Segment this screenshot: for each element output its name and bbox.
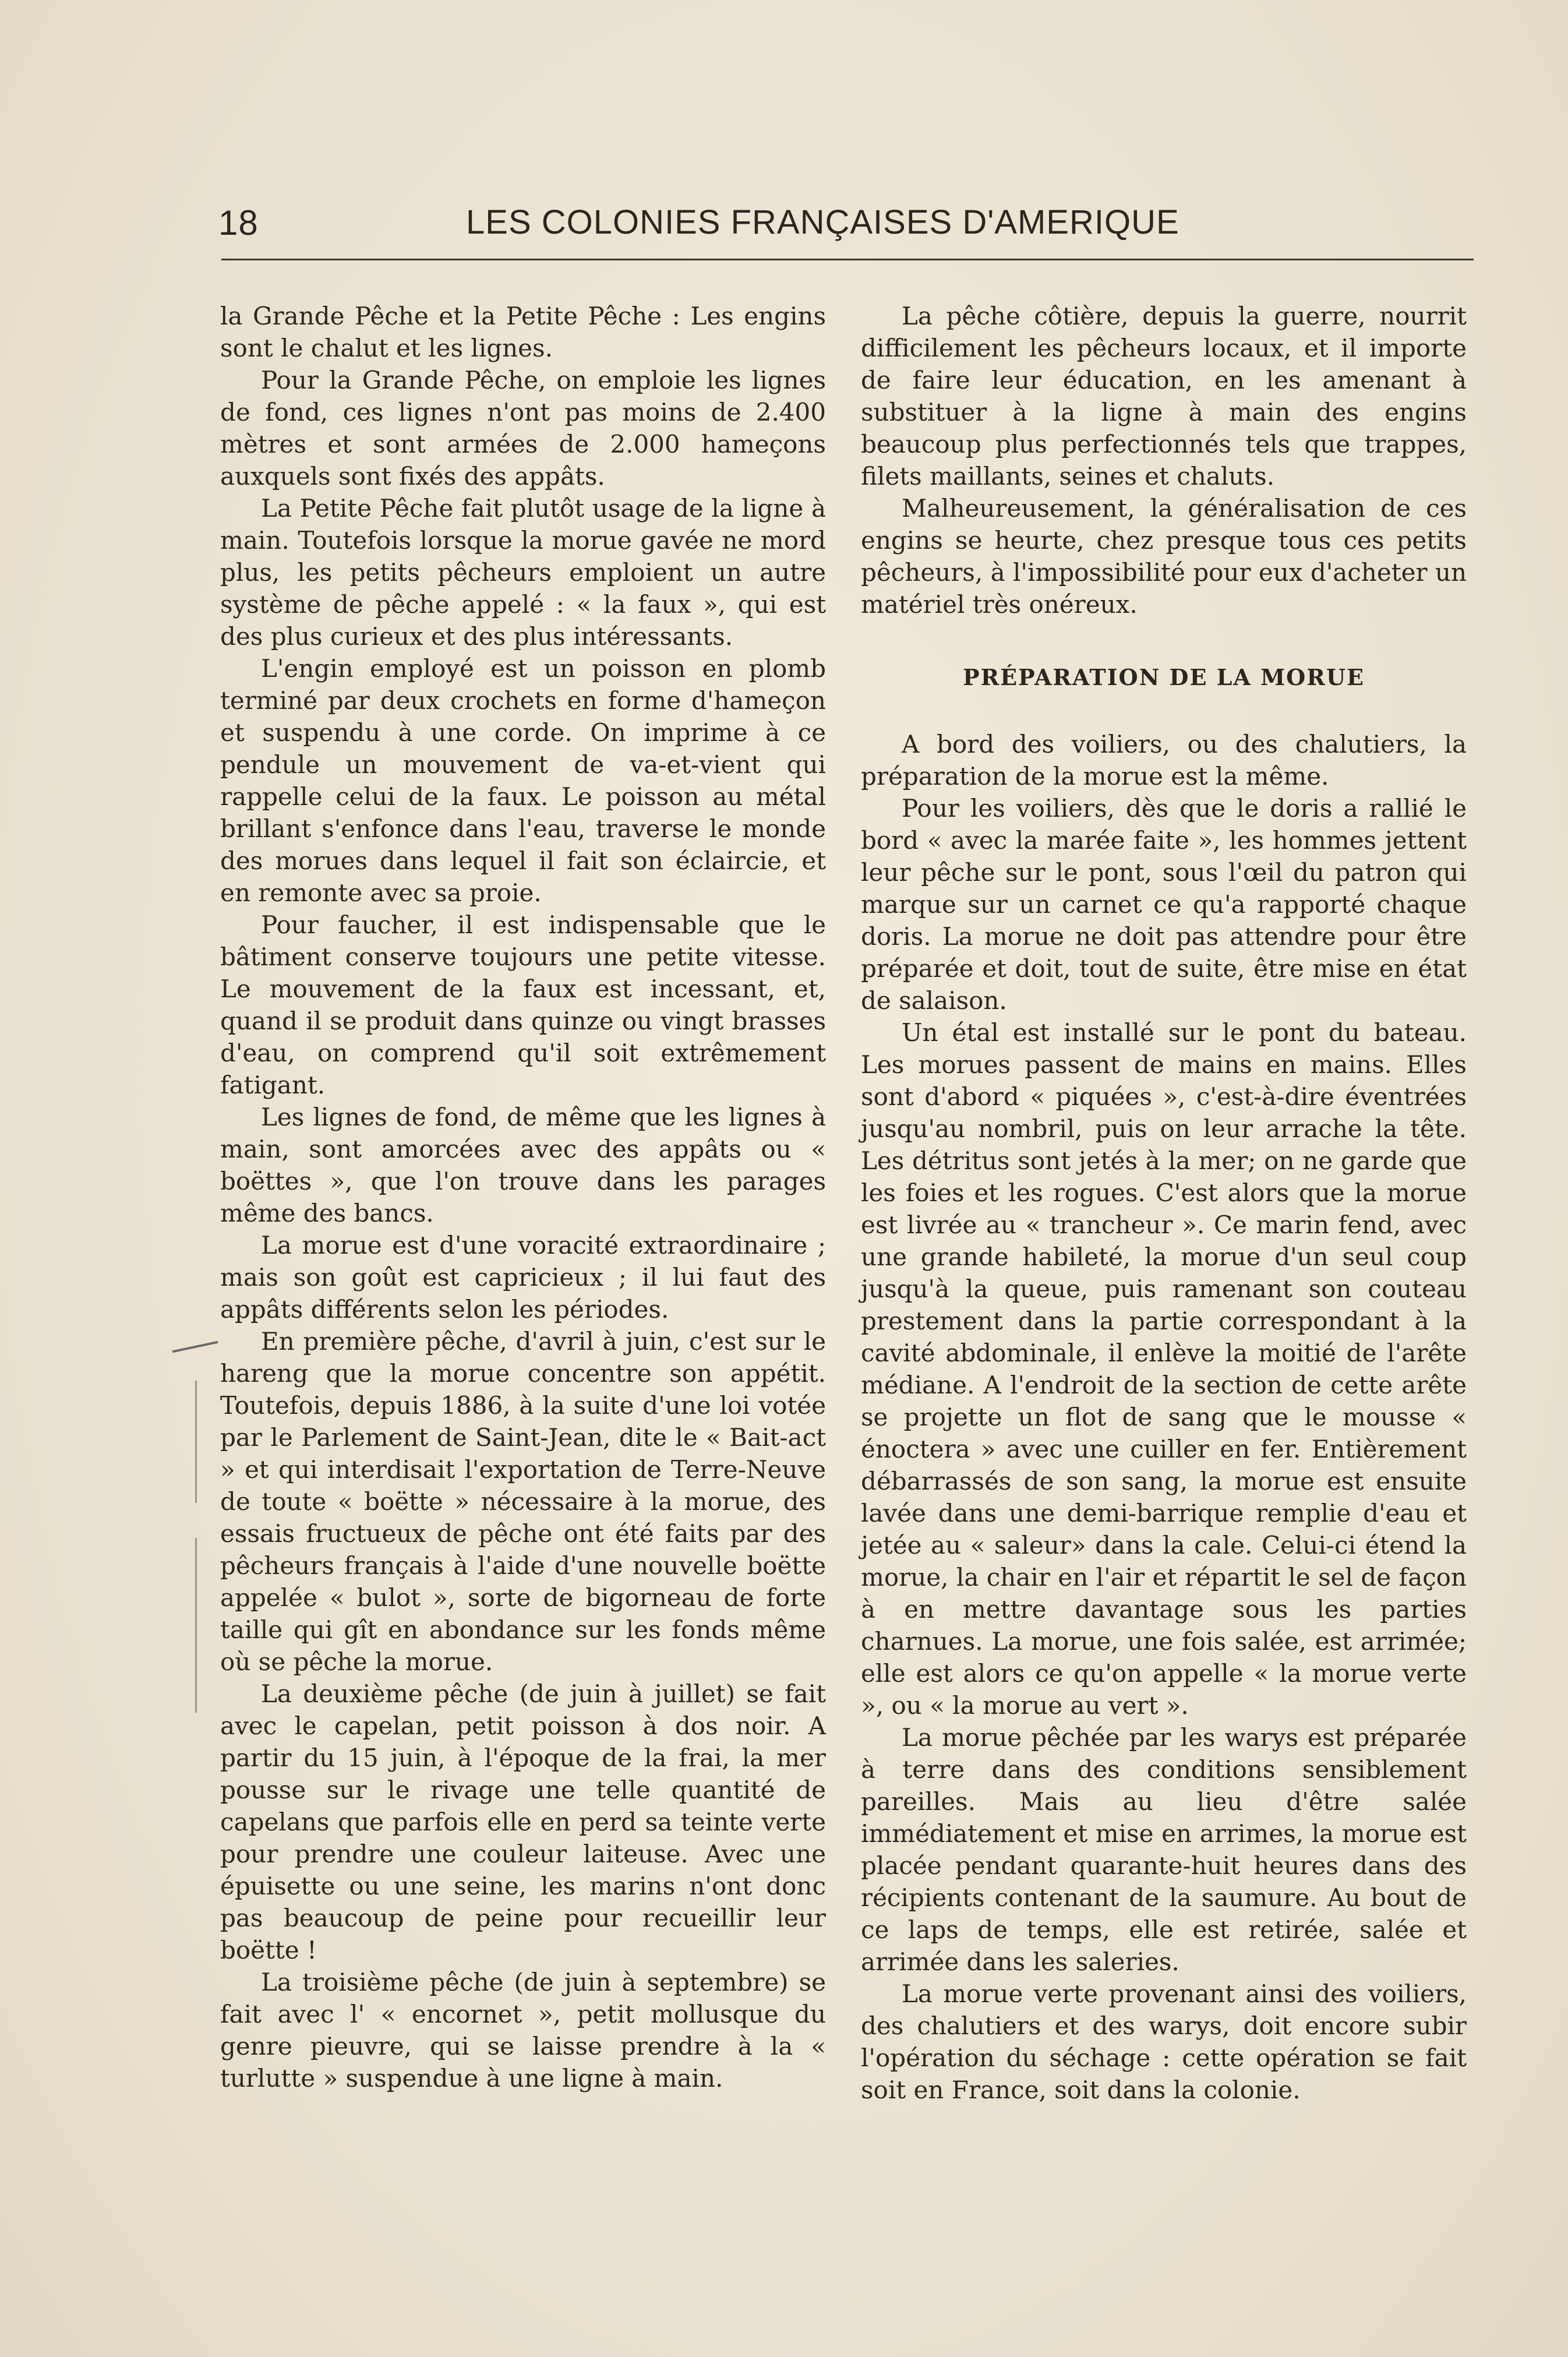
paragraph: La troisième pêche (de juin à septembre) se fait avec l' « encornet », petit mollusque du genre pieuvre, qui se laisse prendre à la « turlutte » suspendue à une ligne à main.: [220, 1968, 826, 2093]
right-column: [861, 300, 1467, 2106]
paragraph: Les lignes de fond, de même que les lignes à main, sont amorcées avec des appâts ou « boëttes », que l'on trouve dans les parages même des bancs.: [220, 1103, 826, 1227]
paragraph: A bord des voiliers, ou des chalutiers, la préparation de la morue est la même.: [861, 730, 1467, 791]
section-heading: PRÉPARATION DE LA MORUE: [963, 664, 1365, 690]
paragraph: Pour faucher, il est indispensable que le bâtiment conserve toujours une petite vitesse. Le mouvement de la faux est incessant, et, quand il se produit dans quinze ou vingt brasses d'eau, on comprend qu'il soit extrêmement fatigant.: [220, 911, 826, 1099]
margin-pencil-line: [195, 1381, 197, 1503]
paragraph: La Petite Pêche fait plutôt usage de la ligne à main. Toutefois lorsque la morue gavée ne mord plus, les petits pêcheurs emploient un autre système de pêche appelé : « la faux », qui est des plus curieux et des plus intéressants.: [220, 494, 826, 651]
left-column: [220, 300, 826, 2094]
paragraph: La morue pêchée par les warys est préparée à terre dans des conditions sensiblement pareilles. Mais au lieu d'être salée immédiatement et mise en arrimes, la morue est placée pendant quarante-huit heures dans des récipients contenant de la saumure. Au bout de ce laps de temps, elle est retirée, salée et arrimée dans les saleries.: [861, 1723, 1467, 1976]
margin-pencil-line: [195, 1538, 197, 1713]
paragraph: La pêche côtière, depuis la guerre, nourrit difficilement les pêcheurs locaux, et il importe de faire leur éducation, en les amenant à substituer à la ligne à main des engins beaucoup plus perfectionnés tels que trappes, filets maillants, seines et chaluts.: [861, 302, 1467, 491]
paragraph: Malheureusement, la généralisation de ces engins se heurte, chez presque tous ces petits pêcheurs, à l'impossibilité pour eux d'acheter un matériel très onéreux.: [861, 494, 1467, 619]
paragraph: En première pêche, d'avril à juin, c'est sur le hareng que la morue concentre son appétit. Toutefois, depuis 1886, à la suite d'une loi votée par le Parlement de Saint-Jean, dite le « Bait-act » et qui interdisait l'exportation de Terre-Neuve de toute « boëtte » nécessaire à la morue, des essais fructueux de pêche ont été faits par des pêcheurs français à l'aide d'une nouvelle boëtte appelée « bulot », sorte de bigorneau de forte taille qui gît en abondance sur les fonds même où se pêche la morue.: [220, 1327, 826, 1676]
page-header: [218, 198, 1471, 256]
paragraph: Pour la Grande Pêche, on emploie les lignes de fond, ces lignes n'ont pas moins de 2.400 mètres et sont armées de 2.000 hameçons auxquels sont fixés des appâts.: [220, 366, 826, 491]
paragraph: L'engin employé est un poisson en plomb terminé par deux crochets en forme d'hameçon et suspendu à une corde. On imprime à ce pendule un mouvement de va-et-vient qui rappelle celui de la faux. Le poisson au métal brillant s'enfonce dans l'eau, traverse le monde des morues dans lequel il fait son éclaircie, et en remonte avec sa proie.: [220, 654, 826, 907]
paragraph: La deuxième pêche (de juin à juillet) se fait avec le capelan, petit poisson à dos noir. A partir du 15 juin, à l'époque de la frai, la mer pousse sur le rivage une telle quantité de capelans que parfois elle en perd sa teinte verte pour prendre une couleur laiteuse. Avec une épuisette ou une seine, les marins n'ont donc pas beaucoup de peine pour recueillir leur boëtte !: [220, 1679, 826, 1964]
paragraph: Un étal est installé sur le pont du bateau. Les morues passent de mains en mains. Elles sont d'abord « piquées », c'est-à-dire éventrées jusqu'au nombril, puis on leur arrache la tête. Les détritus sont jetés à la mer; on ne garde que les foies et les rogues. C'est alors que la morue est livrée au « trancheur ». Ce marin fend, avec une grande habileté, la morue d'un seul coup jusqu'à la queue, puis ramenant son couteau prestement dans la partie correspondant à la cavité abdominale, il enlève la moitié de l'arête médiane. A l'endroit de la section de cette arête se projette un flot de sang que le mousse « énoctera » avec une cuiller en fer. Entièrement débarrassés de son sang, la morue est ensuite lavée dans une demi-barrique remplie d'eau et jetée au « saleur» dans la cale. Celui-ci étend la morue, la chair en l'air et répartit le sel de façon à en mettre davantage sous les parties charnues. La morue, une fois salée, est arrimée; elle est alors ce qu'on appelle « la morue verte », ou « la morue au vert ».: [861, 1018, 1467, 1720]
running-title: LES COLONIES FRANÇAISES D'AMERIQUE: [466, 203, 1179, 241]
paragraph: Pour les voiliers, dès que le doris a rallié le bord « avec la marée faite », les hommes jettent leur pêche sur le pont, sous l'œil du patron qui marque sur un carnet ce qu'a rapporté chaque doris. La morue ne doit pas attendre pour être préparée et doit, tout de suite, être mise en état de salaison.: [861, 794, 1467, 1015]
header-rule: [221, 259, 1474, 260]
paragraph: La morue verte provenant ainsi des voiliers, des chalutiers et des warys, doit encore subir l'opération du séchage : cette opération se fait soit en France, soit dans la colonie.: [861, 1980, 1467, 2104]
page-number: 18: [218, 203, 259, 242]
paragraph: la Grande Pêche et la Petite Pêche : Les engins sont le chalut et les lignes.: [220, 302, 826, 362]
paragraph: La morue est d'une voracité extraordinaire ; mais son goût est capricieux ; il lui faut des appâts différents selon les périodes.: [220, 1231, 826, 1324]
